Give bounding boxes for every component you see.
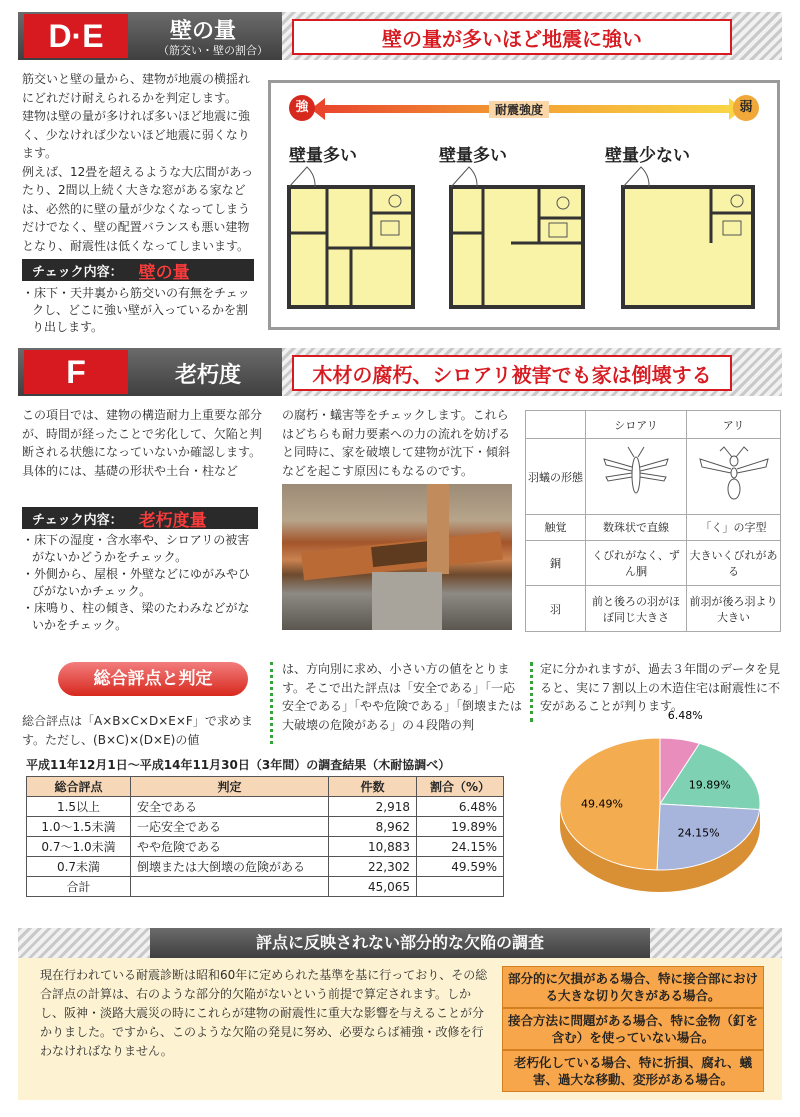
summary-col3: 定に分かれますが、過去３年間のデータを見ると、実に７割以上の木造住宅は耐震性に不安があることが判ります。	[540, 662, 781, 713]
pie-label: 19.89%	[688, 778, 731, 792]
pie-label: 24.15%	[677, 826, 720, 840]
de-check-list	[22, 285, 257, 336]
pie-label: 6.48%	[667, 709, 703, 723]
summary-col2: は、方向別に求め、小さい方の値をとります。そこで出た評点は「安全である」「一応安全である」「やや危険である」「倒壊または大破壊の危険がある」の４段階の判	[282, 662, 523, 732]
ant-illustration	[687, 439, 781, 515]
plan-title-2: 壁量多い	[439, 146, 507, 166]
table-row: 0.7〜1.0未満 やや危険である 10,883 24.15%	[27, 837, 504, 857]
f-text: この項目では、建物の構造耐力上重要な部分が、時間が経ったことで劣化して、欠陥と判断される状態になっていないか確認します。 具体的には、基礎の形状や土台・柱など	[22, 408, 263, 478]
table-row: 合計 45,065	[27, 877, 504, 897]
defect-box-2: 接合方法に問題がある場合、特に金物（釘を含む）を使っていない場合。	[502, 1008, 764, 1050]
pie-label: 49.49%	[581, 797, 623, 811]
summary-title: 総合評点と判定	[58, 662, 248, 696]
de-tag: D·E	[24, 14, 128, 58]
de-title: 壁の量	[170, 19, 237, 44]
table-row: 1.0〜1.5未満 一応安全である 8,962 19.89%	[27, 817, 504, 837]
de-diagram-panel	[268, 80, 780, 330]
plan-title-3: 壁量少ない	[605, 146, 690, 166]
de-subtitle: （筋交い・壁の割合）	[158, 44, 268, 57]
scale-label: 耐震強度	[489, 101, 549, 118]
row-label: 触覚	[526, 515, 586, 541]
header-termite: シロアリ	[586, 411, 687, 439]
row-label: 銅	[526, 540, 586, 586]
f-text-2: の腐朽・蟻害等をチェックします。これらはどちらも耐力要素への力の流れを妨げると同時に、家を破壊して建物が沈下・傾斜などを起こす原因にもなるのです。	[282, 408, 511, 478]
de-check-heading: チェック内容： 壁の量	[22, 259, 254, 281]
plan-title-1: 壁量多い	[289, 146, 357, 166]
termite-illustration	[586, 439, 687, 515]
f-tag: F	[24, 350, 128, 394]
table-caption: 平成11年12月1日〜平成14年11月30日（3年間）の調査結果（木耐協調べ）	[26, 758, 451, 772]
results-table: 総合評点 判定 件数 割合（%） 1.5以上 安全である 2,918 6.48% 1.0〜1.5未満 一応安全である 8,962 19.89% 0.7〜1.0未満 やや危険である 10,883 24.15% 0.7未満 倒壊または大倒壊の危険がある 22,302 49.59% 合計 45,065	[26, 776, 504, 897]
list-item: ・床下・天井裏から筋交いの有無をチェックし、どこに強い壁が入っているかを割り出します。	[22, 286, 250, 334]
partial-text: 現在行われている耐震診断は昭和60年に定められた基準を基に行っており、その総合評点の計算は、右のような部分的欠陥がないという前提で算定されます。しかし、阪神・淡路大震災の時にこれらが建物の耐震性に重大な影響を与えることが分かりました。ですから、このような欠陥の発見に努め、必要ならば補強・改修を行わなければなりません。	[40, 968, 488, 1058]
f-check-heading: チェック内容： 老朽度量	[22, 507, 258, 529]
floor-plans	[271, 83, 777, 327]
f-check-list	[22, 532, 260, 634]
strong-badge: 強	[289, 95, 315, 121]
partial-title: 評点に反映されない部分的な欠陥の調査	[150, 928, 650, 958]
defect-box-3: 老朽化している場合、特に折損、腐れ、蟻害、過大な移動、変形がある場合。	[502, 1050, 764, 1092]
defect-box-1: 部分的に欠損がある場合、特に接合部における大きな切り欠きがある場合。	[502, 966, 764, 1008]
summary-col1: 総合評点は「A×B×C×D×E×F」で求めます。ただし、(B×C)×(D×E)の値	[22, 714, 253, 747]
table-row: 0.7未満 倒壊または大倒壊の危険がある 22,302 49.59%	[27, 857, 504, 877]
rotten-wood-photo	[282, 484, 512, 630]
table-row: 1.5以上 安全である 2,918 6.48%	[27, 797, 504, 817]
f-banner: 木材の腐朽、シロアリ被害でも家は倒壊する	[292, 355, 732, 391]
insect-table: シロアリ アリ 羽蟻の形態 触覚 数珠状で直線 「く」の字型 銅 くびれがなく、ずん胴 大きいくびれがある 羽 前と後ろの羽がほぼ同じ大きさ 前羽が後ろ羽より大きい	[525, 410, 781, 632]
de-text: 筋交いと壁の量から、建物が地震の横揺れにどれだけ耐えられるかを判定します。 建物は壁の量が多ければ多いほど地震に強く、少なければ少ないほど地震に弱くなります。 例えば、12畳を超えるような大広間があったり、2間以上続く大きな窓がある家などは、必然的に壁の量が少なくなってしまうだけでなく、壁の配置バランスも悪い建物となり、耐震性は低くなってしまいます。	[22, 72, 254, 253]
results-pie-chart	[540, 709, 780, 910]
header-ant: アリ	[687, 411, 781, 439]
list-item: ・床下の湿度・含水率や、シロアリの被害がないかどうかをチェック。	[22, 533, 250, 564]
f-title: 老朽度	[175, 363, 242, 388]
weak-badge: 弱	[733, 95, 759, 121]
row-label: 羽	[526, 586, 586, 632]
row-label: 羽蟻の形態	[526, 439, 586, 515]
de-banner: 壁の量が多いほど地震に強い	[292, 19, 732, 55]
list-item: ・外側から、屋根・外壁などにゆがみやひびがないかチェック。	[22, 567, 251, 598]
list-item: ・床鳴り、柱の傾き、梁のたわみなどがないかをチェック。	[22, 601, 250, 632]
